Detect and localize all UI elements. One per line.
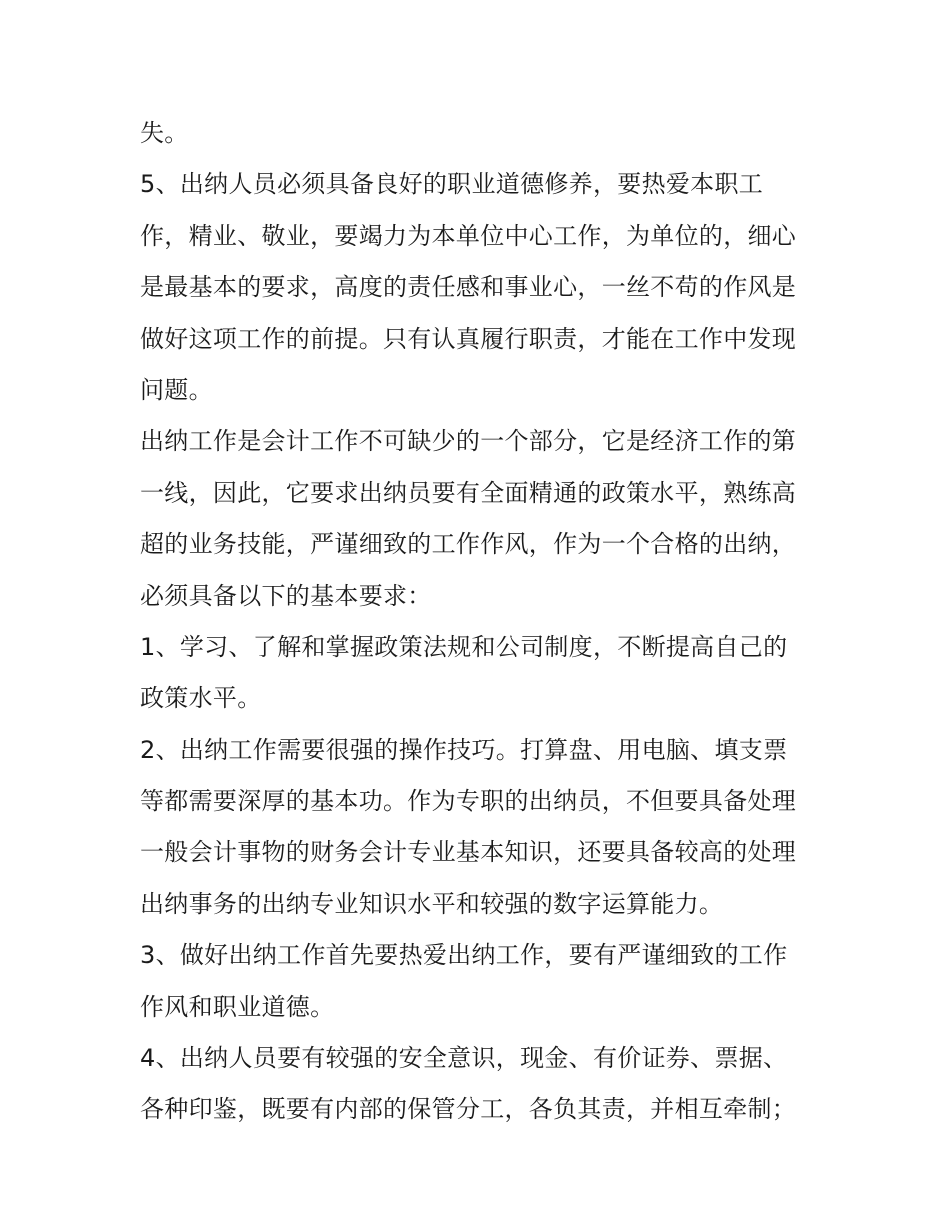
text-line: 一线，因此，它要求出纳员要有全面精通的政策水平，熟练高 (140, 478, 797, 507)
text-line: 1、学习、了解和掌握政策法规和公司制度，不断提高自己的 (140, 632, 788, 661)
text-line: 一般会计事物的财务会计专业基本知识，还要具备较高的处理 (140, 838, 797, 867)
text-line: 出纳工作是会计工作不可缺少的一个部分，它是经济工作的第 (140, 427, 797, 456)
text-line: 做好这项工作的前提。只有认真履行职责，才能在工作中发现 (140, 324, 797, 353)
text-line: 失。 (140, 119, 189, 147)
text-line: 是最基本的要求，高度的责任感和事业心，一丝不苟的作风是 (140, 273, 797, 302)
text-line: 政策水平。 (140, 684, 262, 713)
text-line: 各种印鉴，既要有内部的保管分工，各负其责，并相互牵制； (140, 1095, 797, 1124)
text-line: 出纳事务的出纳专业知识水平和较强的数字运算能力。 (140, 889, 724, 918)
text-line: 3、做好出纳工作首先要热爱出纳工作，要有严谨细致的工作 (140, 941, 788, 970)
text-line: 2、出纳工作需要很强的操作技巧。打算盘、用电脑、填支票 (140, 735, 788, 764)
text-line: 4、出纳人员要有较强的安全意识，现金、有价证券、票据、 (140, 1044, 788, 1073)
text-line: 超的业务技能，严谨细致的工作作风，作为一个合格的出纳， (140, 530, 797, 559)
text-line: 作风和职业道德。 (140, 992, 335, 1021)
text-line: 等都需要深厚的基本功。作为专职的出纳员，不但要具备处理 (140, 787, 797, 816)
text-line: 问题。 (140, 375, 213, 404)
text-line: 必须具备以下的基本要求： (140, 581, 432, 610)
text-line: 作，精业、敬业，要竭力为本单位中心工作，为单位的，细心 (140, 221, 797, 250)
document-body (140, 108, 820, 1136)
text-line: 5、出纳人员必须具备良好的职业道德修养，要热爱本职工 (140, 170, 764, 199)
